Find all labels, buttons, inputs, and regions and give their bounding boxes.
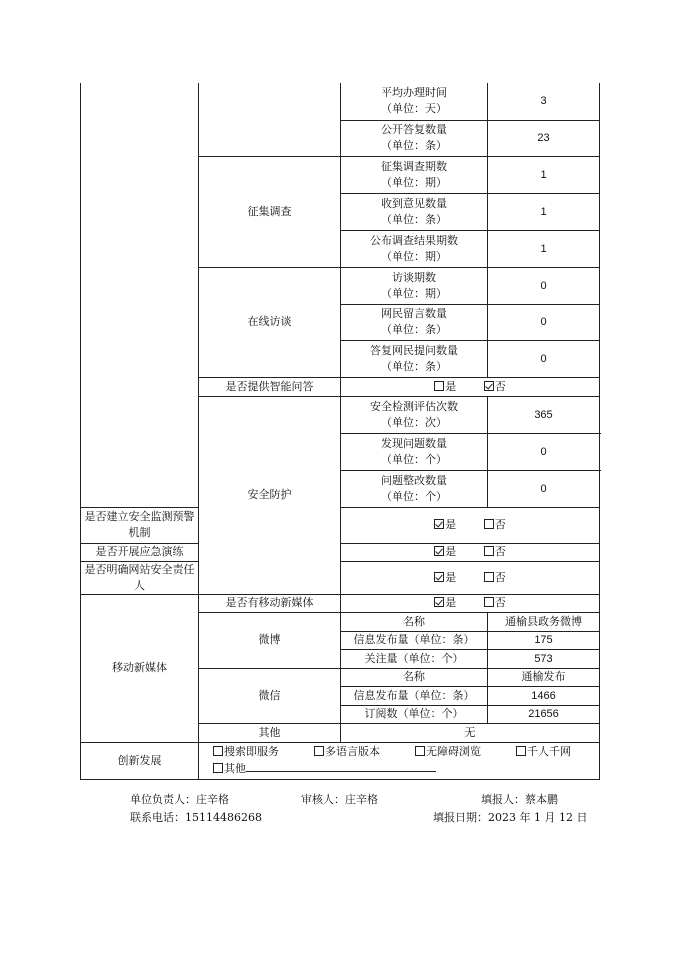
row-value: 1466 [488,686,600,705]
row-label: 网民留言数量 （单位：条） [341,304,488,340]
checkbox-icon[interactable] [213,763,223,773]
row-label: 征集调查期数 （单位：期） [341,156,488,193]
checkbox-icon[interactable] [314,746,324,756]
row-label: 安全检测评估次数 （单位：次） [341,396,488,433]
category-survey: 征集调查 [199,156,341,267]
check-options: 是 否 [341,507,600,543]
row-label: 答复网民提问数量 （单位：条） [341,340,488,377]
footer-filler: 填报人：蔡本鹏 [481,793,558,806]
innovation-options: 搜索即服务 多语言版本 无障碍浏览 千人千网 其他 [199,742,600,779]
row-label: 信息发布量（单位：条） [341,631,488,649]
row-label: 是否明确网站安全责任人 [81,561,199,594]
row-label: 问题整改数量 （单位：个） [341,470,488,507]
table-row [81,742,600,779]
row-label: 关注量（单位：个） [341,649,488,668]
section-innovation: 创新发展 [81,742,199,779]
check-options: 是 否 [341,543,600,561]
footer-phone: 联系电话：15114486268 [130,811,262,824]
checkbox-icon[interactable] [213,746,223,756]
row-value: 0 [488,304,600,340]
footer-date: 填报日期：2023 年 1 月 12 日 [433,811,588,824]
row-value: 1 [488,193,600,230]
table-row [81,83,600,120]
checkbox-icon[interactable] [415,746,425,756]
row-label: 访谈期数 （单位：期） [341,267,488,304]
row-label: 公布调查结果期数 （单位：期） [341,230,488,267]
category-wechat: 微信 [199,668,341,723]
category-interview: 在线访谈 [199,267,341,377]
footer-leader: 单位负责人：庄辛格 [130,793,229,806]
checkbox-checked-icon[interactable] [434,597,444,607]
row-label: 是否建立安全监测预警机制 [81,507,199,543]
footer-reviewer: 审核人：庄辛格 [301,793,378,806]
row-label: 收到意见数量 （单位：条） [341,193,488,230]
checkbox-checked-icon[interactable] [434,546,444,556]
section-mobile: 移动新媒体 [81,594,199,742]
row-value: 573 [488,649,600,668]
row-value: 0 [488,340,600,377]
other-input-line[interactable] [246,760,436,772]
section-security: 安全防护 [199,396,341,594]
row-label: 发现问题数量 （单位：个） [341,433,488,470]
row-label: 订阅数（单位：个） [341,705,488,723]
row-label: 公开答复数量 （单位：条） [341,120,488,156]
checkbox-checked-icon[interactable] [484,381,494,391]
checkbox-checked-icon[interactable] [434,519,444,529]
checkbox-icon[interactable] [516,746,526,756]
checkbox-icon[interactable] [484,597,494,607]
table-row [81,594,600,612]
checkbox-icon[interactable] [434,381,444,391]
table-row [81,561,600,594]
table-row [81,507,600,543]
row-value: 0 [488,433,600,470]
row-value: 无 [341,723,600,742]
category-cell-interaction [199,83,341,156]
check-options: 是 否 [341,561,600,594]
row-value: 1 [488,230,600,267]
checkbox-checked-icon[interactable] [434,572,444,582]
section-cell-interaction [81,83,199,507]
row-value: 365 [488,396,600,433]
smart-qa-label: 是否提供智能问答 [199,377,341,396]
row-label: 是否有移动新媒体 [199,594,341,612]
table-row [81,543,600,561]
checkbox-icon[interactable] [484,546,494,556]
row-value: 0 [488,470,600,507]
row-value: 21656 [488,705,600,723]
row-value: 通榆县政务微博 [488,612,600,631]
row-label: 是否开展应急演练 [81,543,199,561]
row-value: 0 [488,267,600,304]
checkbox-icon[interactable] [484,519,494,529]
row-label: 其他 [199,723,341,742]
row-label: 平均办理时间 （单位：天） [341,83,488,120]
checkbox-icon[interactable] [484,572,494,582]
report-table [80,83,600,780]
row-value: 3 [488,83,600,120]
check-options: 是 否 [341,594,600,612]
row-value: 通榆发布 [488,668,600,686]
row-label: 名称 [341,668,488,686]
row-label: 名称 [341,612,488,631]
row-label: 信息发布量（单位：条） [341,686,488,705]
row-value: 1 [488,156,600,193]
smart-qa-options: 是 否 [341,377,600,396]
category-weibo: 微博 [199,612,341,668]
row-value: 175 [488,631,600,649]
row-value: 23 [488,120,600,156]
